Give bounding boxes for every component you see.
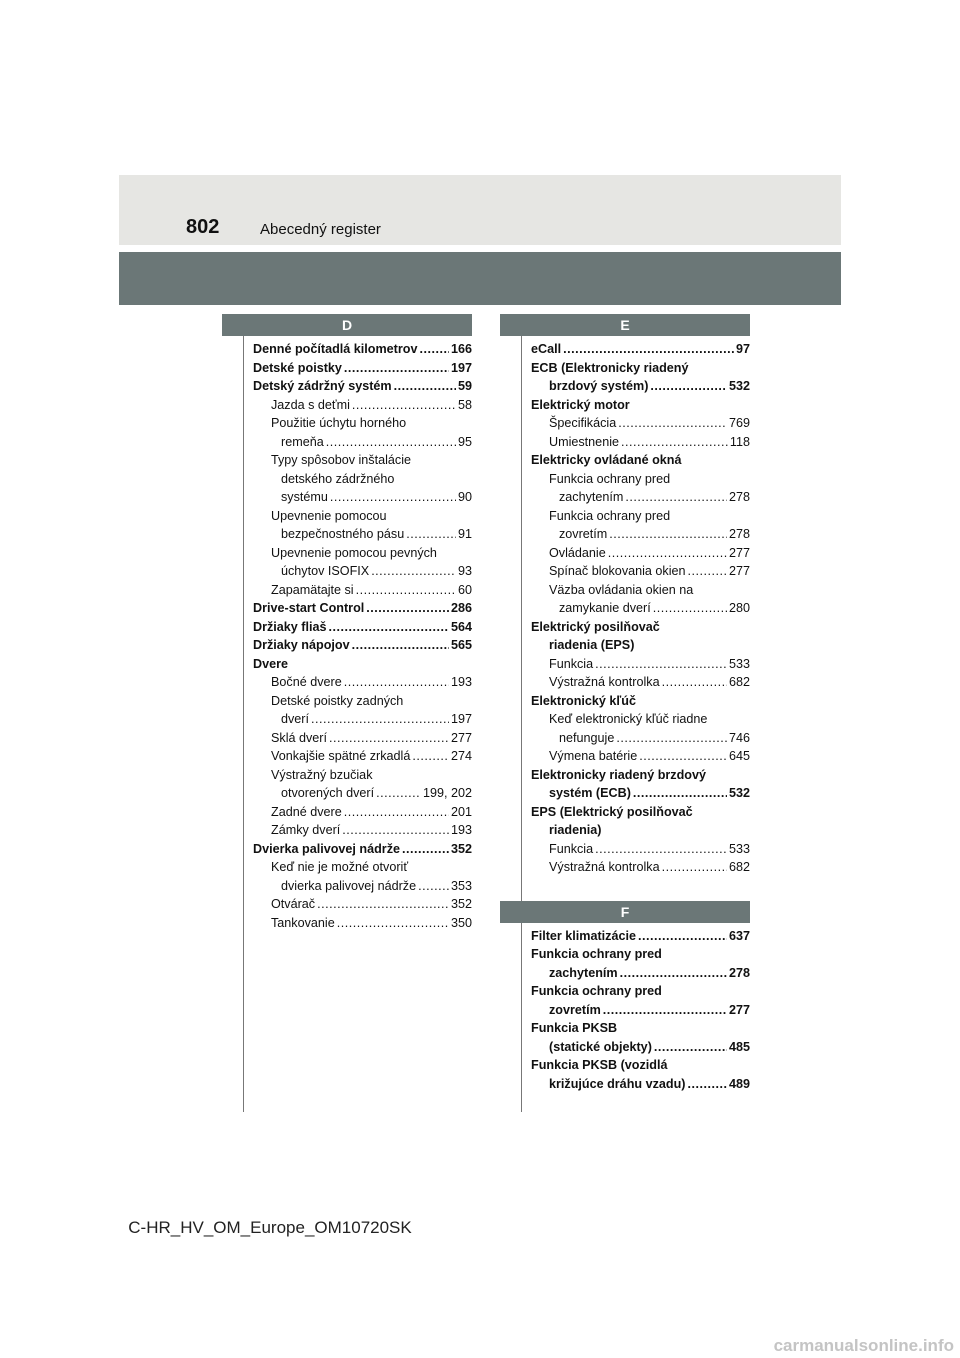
index-entry-page: 353 — [450, 878, 472, 893]
index-entry — [531, 377, 750, 396]
index-entry-page: 193 — [450, 675, 472, 689]
index-entry-text: križujúce dráhu vzadu) — [549, 1076, 686, 1091]
index-entry — [253, 673, 472, 692]
index-entry-text: Funkcia ochrany pred — [549, 471, 671, 486]
index-entry-text: systém (ECB) — [549, 786, 631, 800]
watermark: carmanualsonline.info — [773, 1336, 954, 1355]
index-entry — [253, 396, 472, 415]
index-entries-f — [522, 923, 750, 1094]
index-entry-text: eCall — [531, 342, 562, 356]
index-entry-text: Elektronický kľúč — [531, 693, 636, 708]
leader-dots — [402, 840, 449, 859]
index-entry-page: 118 — [729, 434, 750, 449]
index-entry — [531, 964, 750, 983]
index-entry — [253, 359, 472, 378]
index-entry-text: Spínač blokovania okien — [549, 564, 686, 578]
index-entry-text: Drive-start Control — [253, 601, 365, 615]
leader-dots — [394, 377, 456, 396]
leader-dots — [688, 562, 727, 581]
index-entry — [531, 821, 750, 840]
leader-dots — [603, 1001, 727, 1020]
index-entry — [531, 433, 750, 452]
index-entry-text: úchytov ISOFIX — [281, 564, 370, 578]
index-entry-page: 278 — [728, 490, 750, 504]
index-entry-text: Funkcia — [549, 656, 594, 671]
leader-dots — [344, 803, 449, 822]
index-entry-text: Elektricky ovládané okná — [531, 453, 682, 467]
index-entry — [253, 895, 472, 914]
leader-dots — [662, 673, 727, 692]
index-entry-page: 533 — [728, 656, 750, 671]
leader-dots — [330, 488, 456, 507]
leader-dots — [352, 396, 456, 415]
index-entry — [531, 618, 750, 637]
index-entry — [531, 945, 750, 964]
leader-dots — [418, 877, 449, 896]
index-entry-text: Funkcia ochrany pred — [531, 947, 662, 961]
index-entry — [253, 877, 472, 896]
leader-dots — [625, 488, 727, 507]
index-entry-page: 564 — [450, 619, 472, 634]
index-entry-page: 91 — [457, 527, 472, 541]
index-entry-page: 277 — [728, 1002, 750, 1017]
index-entry — [253, 525, 472, 544]
index-entry-page: 280 — [728, 601, 750, 615]
index-entry-text: Použitie úchytu horného — [271, 416, 407, 430]
index-entry-page: 769 — [728, 416, 750, 430]
index-entry — [253, 562, 472, 581]
leader-dots — [609, 525, 727, 544]
index-entry-text: zachytením — [549, 965, 618, 980]
index-entry-text: otvorených dverí — [281, 786, 375, 800]
index-entry-page: 278 — [728, 965, 750, 980]
index-entry-page: 533 — [728, 841, 750, 856]
index-entry — [253, 710, 472, 729]
leader-dots — [419, 340, 449, 359]
index-entry — [253, 414, 472, 433]
index-entry-text: Funkcia ochrany pred — [531, 984, 662, 998]
leader-dots — [563, 340, 734, 359]
index-entry — [531, 710, 750, 729]
index-entry — [531, 927, 750, 946]
index-entry — [531, 982, 750, 1001]
index-entry — [253, 821, 472, 840]
index-entry-text: zovretím — [559, 527, 608, 541]
index-entry-page: 637 — [728, 928, 750, 943]
leader-dots — [621, 433, 728, 452]
section-title: Abecedný register — [260, 221, 381, 238]
index-entry — [253, 618, 472, 637]
index-entry-text: Denné počítadlá kilometrov — [253, 342, 418, 356]
index-entry-page: 95 — [457, 434, 472, 449]
index-entry — [531, 544, 750, 563]
index-entry-page: 97 — [735, 342, 750, 356]
leader-dots — [595, 840, 727, 859]
index-entry-text: detského zádržného — [281, 471, 395, 486]
index-entry — [531, 1019, 750, 1038]
leader-dots — [371, 562, 456, 581]
index-entry-text: Tankovanie — [271, 915, 335, 930]
index-entry — [253, 377, 472, 396]
index-entry-page: 59 — [457, 379, 472, 393]
index-entry — [253, 470, 472, 489]
index-entry-text: remeňa — [281, 434, 324, 449]
index-entry — [253, 914, 472, 933]
index-entry-text: Dvere — [253, 656, 289, 671]
index-entry-text: Výmena batérie — [549, 749, 638, 763]
leader-dots — [620, 964, 727, 983]
index-entry-page: 274 — [450, 749, 472, 763]
index-entry — [531, 784, 750, 803]
index-entry — [531, 488, 750, 507]
index-entry-text: bezpečnostného pásu — [281, 527, 405, 541]
index-entry-text: Výstražný bzučiak — [271, 767, 373, 782]
index-entry-text: Detské poistky zadných — [271, 693, 404, 708]
index-column-right — [521, 314, 750, 1112]
index-entry-text: Jazda s deťmi — [271, 397, 350, 412]
index-entry — [531, 840, 750, 859]
index-entry-text: Funkcia ochrany pred — [549, 508, 671, 523]
index-entry-page: 278 — [728, 527, 750, 541]
document-id: C-HR_HV_OM_Europe_OM10720SK — [128, 1218, 412, 1237]
index-entry-text: Sklá dverí — [271, 730, 327, 745]
footer — [0, 1217, 960, 1239]
index-entry — [531, 655, 750, 674]
leader-dots — [344, 673, 449, 692]
index-entry-page: 352 — [450, 897, 472, 911]
index-entry-text: nefunguje — [559, 730, 615, 745]
leader-dots — [653, 599, 727, 618]
leader-dots — [317, 895, 449, 914]
leader-dots — [650, 377, 727, 396]
index-entry-page: 93 — [457, 564, 472, 578]
index-entry — [531, 599, 750, 618]
leader-dots — [352, 636, 449, 655]
index-entry-text: zovretím — [549, 1002, 601, 1017]
index-entry-text: Špecifikácia — [549, 416, 617, 430]
index-entry-text: dvierka palivovej nádrže — [281, 878, 417, 893]
index-entry — [531, 766, 750, 785]
index-entry-text: zachytením — [559, 490, 624, 504]
leader-dots — [326, 433, 456, 452]
index-entry — [253, 599, 472, 618]
index-entry-text: brzdový systém) — [549, 379, 649, 393]
letter-heading-e: E — [500, 314, 750, 336]
index-entry-text: Zadné dvere — [271, 804, 342, 819]
index-entry-page: 532 — [728, 379, 750, 393]
index-entry — [531, 507, 750, 526]
leader-dots — [618, 414, 727, 433]
leader-dots — [638, 927, 727, 946]
leader-dots — [639, 747, 727, 766]
index-entry-text: dverí — [281, 712, 309, 726]
index-entry-text: riadenia) — [549, 823, 602, 837]
leader-dots — [687, 1075, 727, 1094]
index-entry — [531, 803, 750, 822]
index-entries-d — [244, 336, 472, 932]
leader-dots — [344, 359, 449, 378]
index-entry-text: Typy spôsobov inštalácie — [271, 453, 412, 467]
index-entry-text: riadenia (EPS) — [549, 638, 635, 652]
index-entry-text: Bočné dvere — [271, 675, 342, 689]
leader-dots — [662, 858, 727, 877]
index-entry-text: Detské poistky — [253, 360, 342, 375]
letter-heading-f: F — [500, 901, 750, 923]
header-band — [119, 175, 841, 245]
index-entry-text: Funkcia PKSB — [531, 1021, 618, 1035]
index-entry-page: 199, 202 — [422, 786, 472, 800]
index-entry-page: 197 — [450, 360, 472, 375]
index-entry-page: 277 — [450, 730, 472, 745]
index-entry-text: Umiestnenie — [549, 434, 619, 449]
index-entry-text: Elektronicky riadený brzdový — [531, 767, 706, 782]
leader-dots — [342, 821, 449, 840]
index-entry — [531, 525, 750, 544]
index-entry — [531, 1038, 750, 1057]
index-entry-page: 565 — [450, 638, 472, 652]
index-entry — [531, 692, 750, 711]
index-entry-text: Funkcia — [549, 841, 594, 856]
index-entry — [253, 488, 472, 507]
index-entry-text: ECB (Elektronicky riadený — [531, 360, 689, 375]
index-entries-e — [522, 336, 750, 877]
index-entry-text: Otvárač — [271, 897, 316, 911]
page-number: 802 — [186, 216, 220, 238]
index-entry — [253, 636, 472, 655]
index-entry-text: Upevnenie pomocou — [271, 508, 387, 523]
index-entry — [253, 784, 472, 803]
index-entry-text: Zapamätajte si — [271, 582, 354, 597]
index-entry-text: Elektrický motor — [531, 397, 630, 412]
leader-dots — [412, 747, 449, 766]
leader-dots — [406, 525, 456, 544]
leader-dots — [329, 618, 449, 637]
index-entry — [253, 581, 472, 600]
index-entry-page: 532 — [728, 786, 750, 800]
leader-dots — [616, 729, 727, 748]
index-entry — [531, 1075, 750, 1094]
index-entry-text: Upevnenie pomocou pevných — [271, 545, 437, 560]
index-entry — [253, 858, 472, 877]
index-entry — [253, 747, 472, 766]
leader-dots — [595, 655, 727, 674]
index-entry — [253, 803, 472, 822]
index-entry-page: 682 — [728, 860, 750, 874]
index-entry — [531, 451, 750, 470]
index-entry-text: zamykanie dverí — [559, 601, 651, 615]
index-entry-text: Držiaky fliaš — [253, 619, 327, 634]
index-entry-page: 277 — [728, 564, 750, 578]
index-entry-text: EPS (Elektrický posilňovač — [531, 804, 693, 819]
index-entry-page: 350 — [450, 915, 472, 930]
index-entry — [531, 562, 750, 581]
index-entry — [531, 1056, 750, 1075]
index-entry — [253, 340, 472, 359]
index-entry-text: Elektrický posilňovač — [531, 619, 660, 634]
index-entry-page: 201 — [450, 804, 472, 819]
letter-heading-d: D — [222, 314, 472, 336]
index-entry-page: 58 — [457, 397, 472, 412]
index-entry — [531, 470, 750, 489]
index-entry-text: Držiaky nápojov — [253, 638, 350, 652]
leader-dots — [311, 710, 449, 729]
index-entry-page: 60 — [457, 582, 472, 597]
index-entry — [253, 766, 472, 785]
index-entry-page: 286 — [450, 601, 472, 615]
index-entry-page: 485 — [728, 1039, 750, 1054]
index-entry-text: Výstražná kontrolka — [549, 860, 660, 874]
index-column-left — [243, 314, 472, 1112]
index-entry — [531, 673, 750, 692]
index-entry — [531, 581, 750, 600]
index-entry — [253, 451, 472, 470]
index-entry-text: Dvierka palivovej nádrže — [253, 841, 400, 856]
index-entry-text: Detský zádržný systém — [253, 379, 392, 393]
leader-dots — [337, 914, 449, 933]
leader-dots — [366, 599, 449, 618]
leader-dots — [608, 544, 727, 563]
index-entry — [253, 433, 472, 452]
index-entry-page: 645 — [728, 749, 750, 763]
index-entry-text: (statické objekty) — [549, 1039, 652, 1054]
index-entry — [531, 340, 750, 359]
index-entry — [531, 729, 750, 748]
leader-dots — [356, 581, 456, 600]
index-entry-text: Výstražná kontrolka — [549, 675, 660, 689]
index-entry-text: Zámky dverí — [271, 823, 341, 837]
index-entry-text: Keď elektronický kľúč riadne — [549, 712, 708, 726]
index-entry — [531, 1001, 750, 1020]
index-entry-text: systému — [281, 490, 328, 504]
index-entry — [531, 858, 750, 877]
index-entry — [531, 414, 750, 433]
index-entry — [253, 840, 472, 859]
index-entry-page: 193 — [450, 823, 472, 837]
index-entry-page: 352 — [450, 841, 472, 856]
index-entry-text: Ovládanie — [549, 545, 606, 560]
index-entry-page: 746 — [728, 730, 750, 745]
index-entry-text: Väzba ovládania okien na — [549, 582, 694, 597]
leader-dots — [329, 729, 449, 748]
index-entry-page: 682 — [728, 675, 750, 689]
index-entry — [531, 636, 750, 655]
index-entry-page: 197 — [450, 712, 472, 726]
index-entry — [253, 507, 472, 526]
index-entry-text: Filter klimatizácie — [531, 928, 636, 943]
index-entry — [531, 396, 750, 415]
leader-dots — [633, 784, 727, 803]
index-entry-text: Keď nie je možné otvoriť — [271, 860, 409, 874]
index-entry — [253, 655, 472, 674]
index-entry-page: 277 — [728, 545, 750, 560]
index-entry-text: Funkcia PKSB (vozidlá — [531, 1058, 668, 1072]
index-entry-page: 166 — [450, 342, 472, 356]
header-dark-band — [119, 252, 841, 305]
index-entry — [253, 692, 472, 711]
index-entry — [253, 544, 472, 563]
leader-dots — [376, 784, 421, 803]
index-entry — [531, 359, 750, 378]
index-entry-text: Vonkajšie spätné zrkadlá — [271, 749, 411, 763]
index-entry-page: 90 — [457, 490, 472, 504]
index-entry-page: 489 — [728, 1076, 750, 1091]
leader-dots — [654, 1038, 727, 1057]
index-entry — [253, 729, 472, 748]
index-entry — [531, 747, 750, 766]
